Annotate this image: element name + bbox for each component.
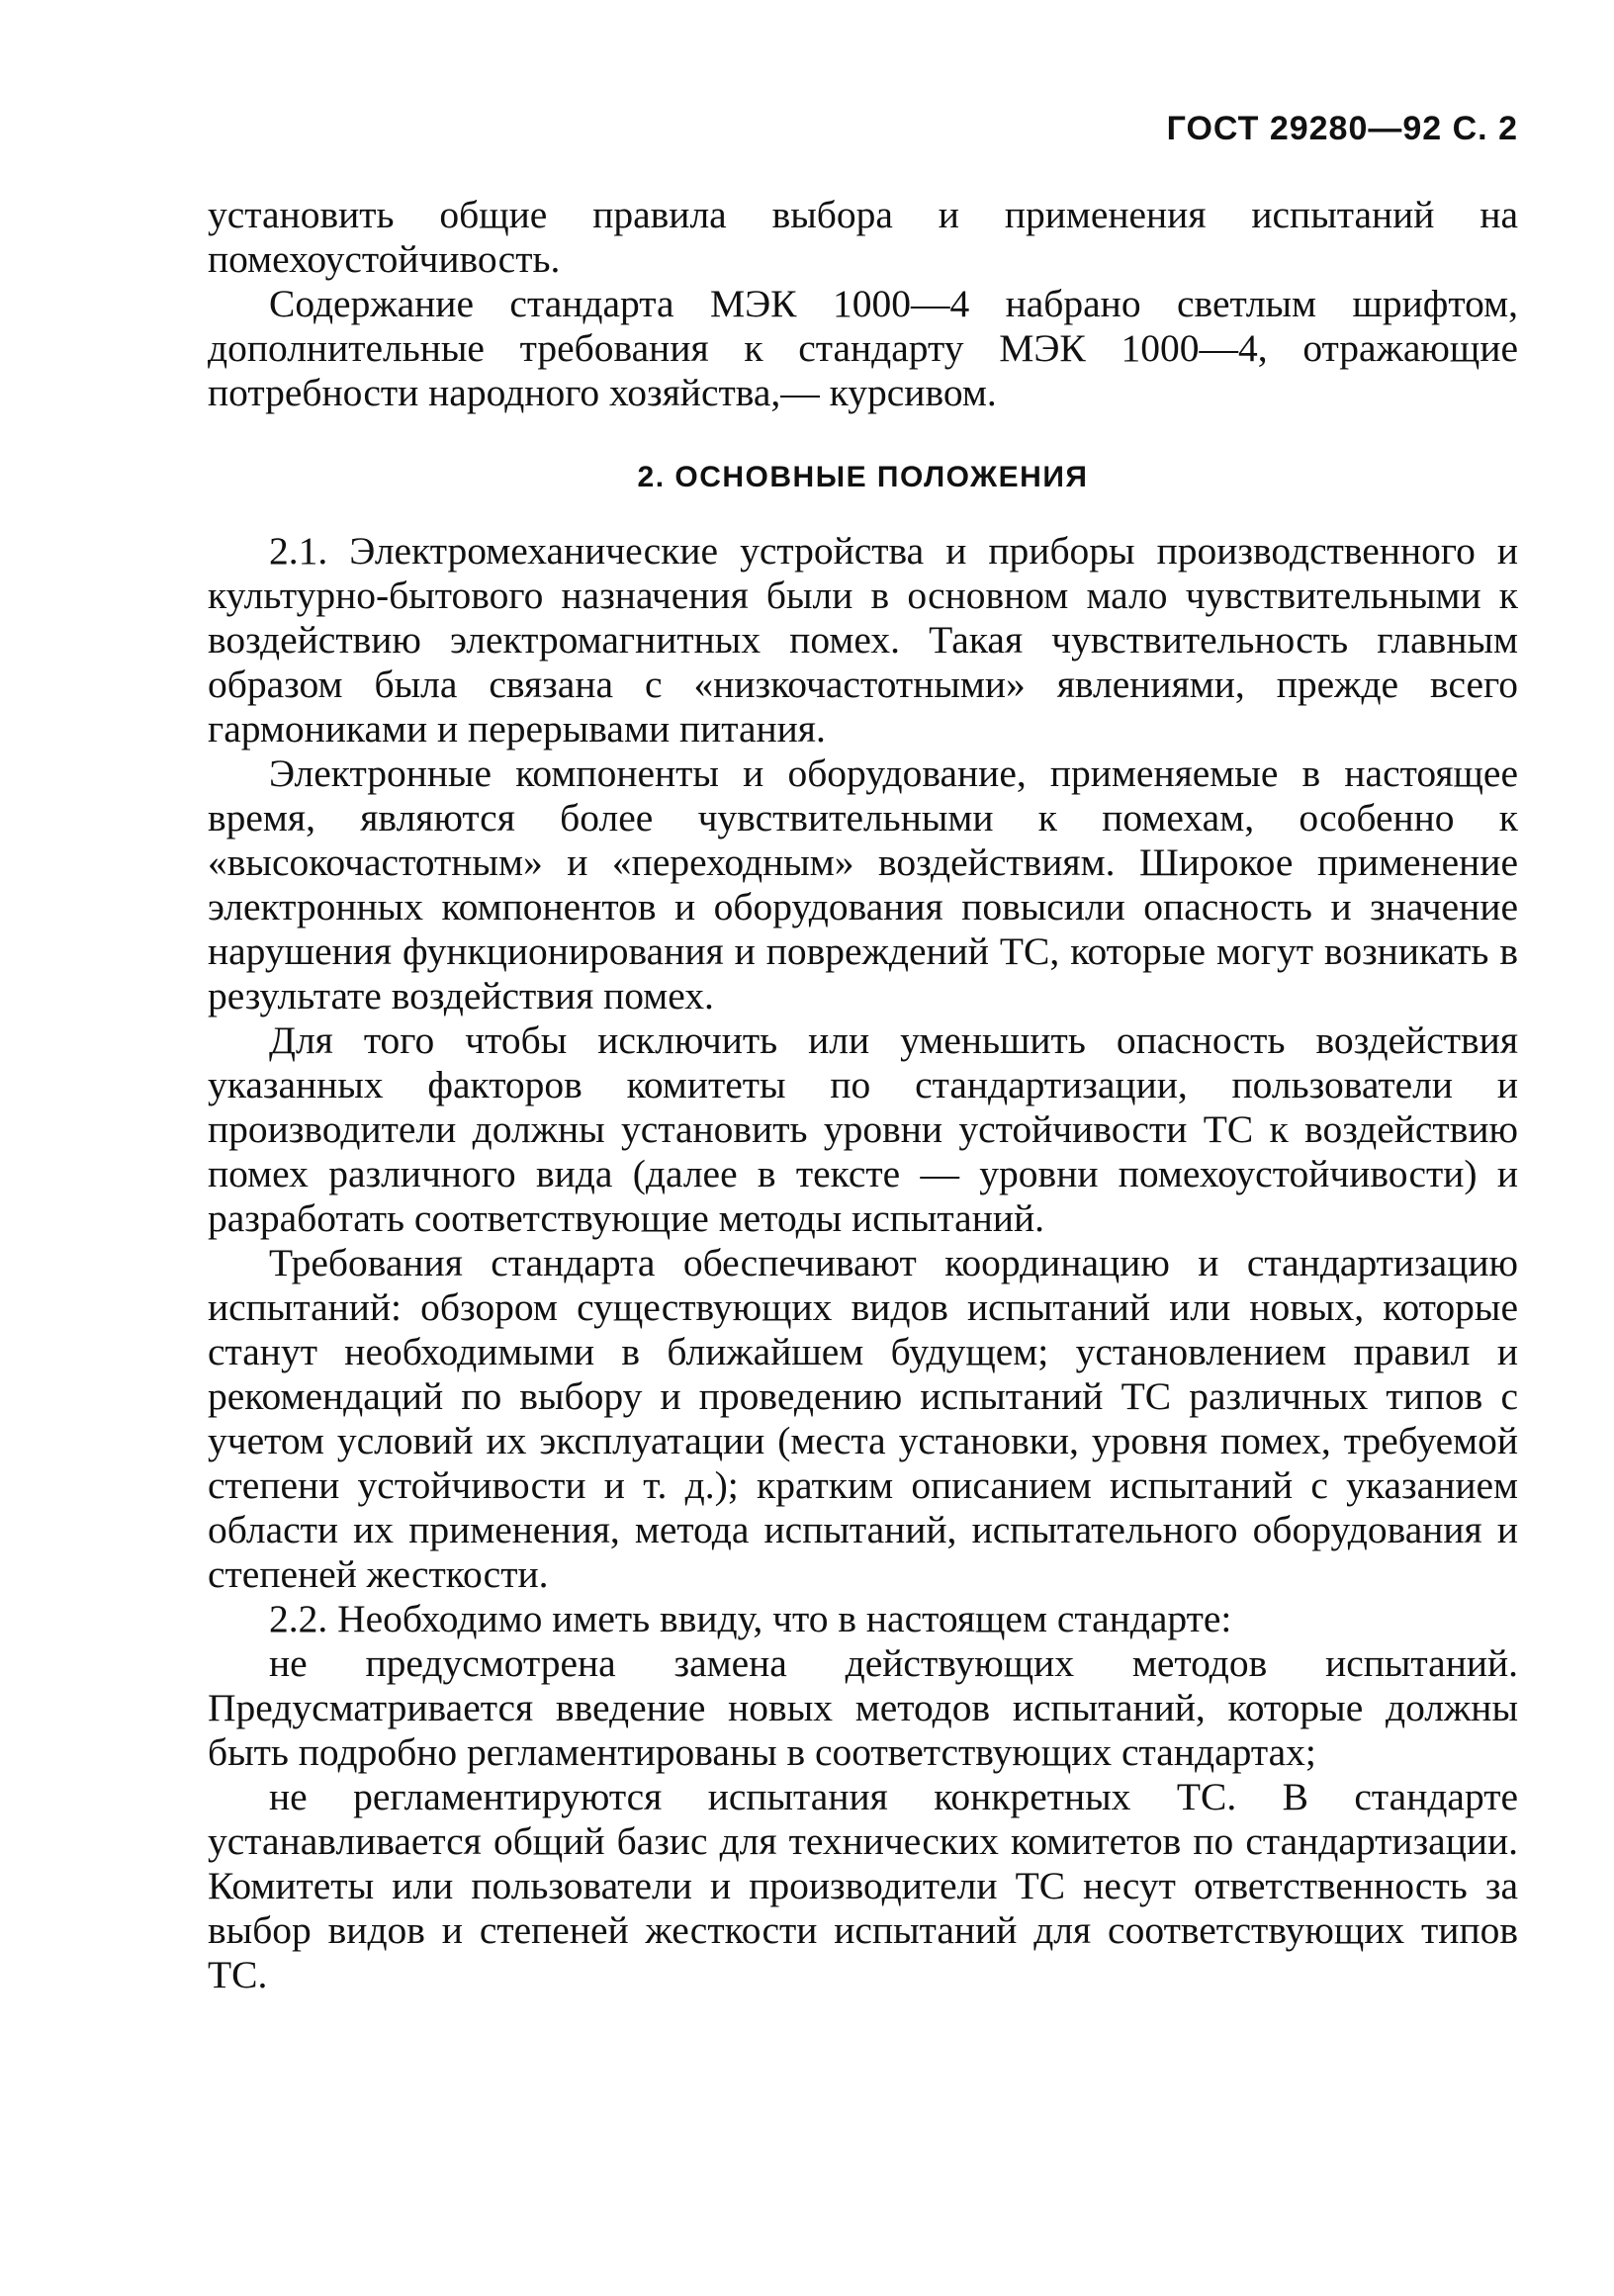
paragraph-2-2 xyxy=(208,1597,1518,1641)
running-header: ГОСТ 29280—92 С. 2 xyxy=(1166,110,1518,147)
paragraph-committees-text: Для того чтобы исключить или уменьшить опасность воздействия указанных факторов комитеты по стандартизации, пользователи и производители должны установить уровни устойчивости ТС к воздействию помех различного вида (далее в тексте — уровни помехоустойчивости) и разработать соответствующие методы испытаний. xyxy=(208,1018,1518,1240)
document-body xyxy=(208,193,1518,1997)
paragraph-committees xyxy=(208,1018,1518,1241)
paragraph-2-1 xyxy=(208,529,1518,751)
paragraph-electronics xyxy=(208,751,1518,1018)
document-page xyxy=(208,104,1518,1997)
paragraph-not-regulated xyxy=(208,1775,1518,1997)
intro-paragraph-font-note-text: Содержание стандарта МЭК 1000—4 набрано светлым шрифтом, дополнительные требования к стандарту МЭК 1000—4, отражающие потребности народного хозяйства,— курсивом. xyxy=(208,282,1518,414)
section-heading: 2. ОСНОВНЫЕ ПОЛОЖЕНИЯ xyxy=(637,461,1089,493)
intro-paragraph-continuation: установить общие правила выбора и применения испытаний на помехоустойчивость. xyxy=(208,193,1518,281)
intro-paragraph-font-note xyxy=(208,282,1518,415)
paragraph-2-1-text: 2.1. Электромеханические устройства и приборы производственного и культурно-бытового назначения были в основном мало чувствительными к воздействию электромагнитных помех. Такая чувствительность главным образом была связана с «низкочастотными» явлениями, прежде всего гармониками и перерывами питания. xyxy=(208,529,1518,751)
paragraph-not-regulated-text: не регламентируются испытания конкретных ТС. В стандарте устанавливается общий базис для технических комитетов по стандартизации. Комитеты или пользователи и производители ТС несут ответственность за выбор видов и степеней жесткости испытаний для соответствующих типов ТС. xyxy=(208,1775,1518,1996)
paragraph-no-replacement-text: не предусмотрена замена действующих методов испытаний. Предусматривается введение новых методов испытаний, которые должны быть подробно регламентированы в соответствующих стандартах; xyxy=(208,1641,1518,1774)
paragraph-no-replacement xyxy=(208,1641,1518,1775)
paragraph-requirements-text: Требования стандарта обеспечивают координацию и стандартизацию испытаний: обзором существующих видов испытаний или новых, которые станут необходимыми в ближайшем будущем; установлением правил и рекомендаций по выбору и проведению испытаний ТС различных типов с учетом условий их эксплуатации (места установки, уровня помех, требуемой степени устойчивости и т. д.); кратким описанием испытаний с указанием области их применения, метода испытаний, испытательного оборудования и степеней жесткости. xyxy=(208,1241,1518,1596)
paragraph-requirements xyxy=(208,1241,1518,1597)
paragraph-electronics-text: Электронные компоненты и оборудование, применяемые в настоящее время, являются более чувствительными к помехам, особенно к «высокочастотным» и «переходным» воздействиям. Широкое применение электронных компонентов и оборудования повысили опасность и значение нарушения функционирования и повреждений ТС, которые могут возникать в результате воздействия помех. xyxy=(208,751,1518,1017)
paragraph-2-2-text: 2.2. Необходимо иметь ввиду, что в настоящем стандарте: xyxy=(269,1597,1232,1640)
